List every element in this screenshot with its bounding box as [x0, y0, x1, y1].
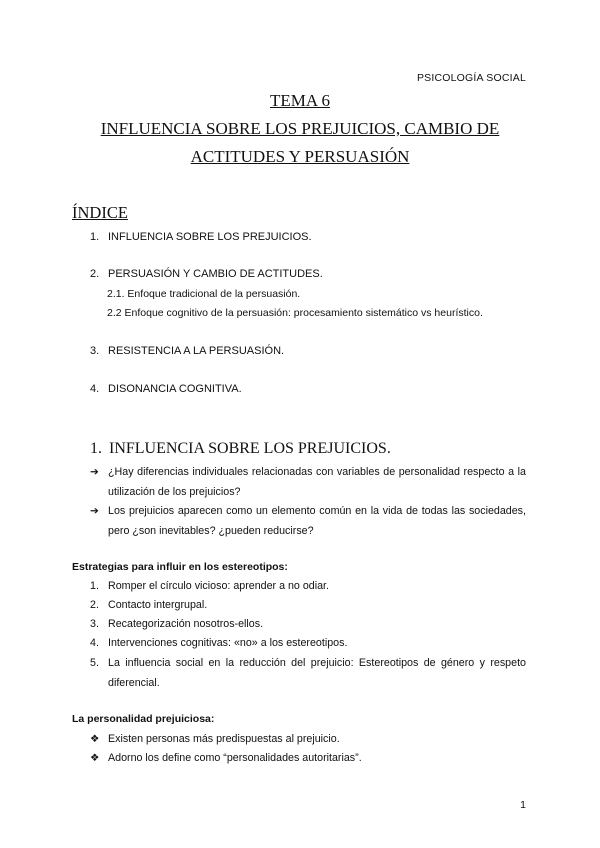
list-item-text: Contacto intergrupal.: [108, 599, 208, 611]
personality-heading: La personalidad prejuiciosa:: [72, 713, 215, 725]
header-course-label: PSICOLOGÍA SOCIAL: [416, 72, 526, 84]
list-item-number: 3.: [90, 618, 99, 630]
list-item: [90, 653, 526, 693]
index-item: [90, 268, 323, 280]
list-item: [90, 614, 526, 634]
index-item-number: 1.: [90, 231, 100, 243]
list-item: [90, 748, 362, 768]
list-item-text: Existen personas más predispuestas al prejuicio.: [108, 733, 340, 745]
list-item-text: Recategorización nosotros-ellos.: [108, 618, 264, 630]
page-number: 1: [520, 799, 526, 811]
list-item: [90, 595, 526, 615]
list-item-number: 5.: [90, 657, 99, 669]
arrow-bullet-icon: ➔: [90, 466, 99, 478]
diamond-bullet-icon: ❖: [90, 733, 100, 745]
index-subitem: 2.2 Enfoque cognitivo de la persuasión: procesamiento sistemático vs heurístico.: [107, 307, 483, 319]
index-item: [90, 231, 312, 243]
strategies-heading: Estrategias para influir en los estereotipos:: [72, 561, 288, 573]
list-item-text: Intervenciones cognitivas: «no» a los estereotipos.: [108, 637, 348, 649]
index-item-label: DISONANCIA COGNITIVA.: [108, 383, 242, 395]
index-item: [90, 345, 284, 357]
section-heading: [90, 440, 391, 458]
arrow-bullet-icon: ➔: [90, 505, 99, 517]
list-item-text: Adorno los define como “personalidades autoritarias”.: [108, 752, 362, 764]
list-item-number: 4.: [90, 637, 99, 649]
index-heading: ÍNDICE: [72, 203, 128, 222]
list-item-text: La influencia social en la reducción del prejuicio: Estereotipos de género y respeto diferencial.: [108, 657, 526, 689]
diamond-bullet-icon: ❖: [90, 752, 100, 764]
list-item-number: 2.: [90, 599, 99, 611]
list-item: [90, 501, 526, 541]
section-title: INFLUENCIA SOBRE LOS PREJUICIOS.: [109, 440, 391, 457]
index-item-label: INFLUENCIA SOBRE LOS PREJUICIOS.: [108, 231, 312, 243]
index-item-number: 2.: [90, 268, 100, 280]
list-item: [90, 576, 526, 596]
list-item-number: 1.: [90, 580, 99, 592]
index-item: [90, 383, 242, 395]
index-item-label: PERSUASIÓN Y CAMBIO DE ACTITUDES.: [108, 268, 323, 280]
index-item-number: 4.: [90, 383, 100, 395]
section-number: 1.: [90, 440, 102, 457]
list-item-text: Romper el círculo vicioso: aprender a no odiar.: [108, 580, 329, 592]
list-item: [90, 462, 526, 502]
list-item-text: ¿Hay diferencias individuales relacionadas con variables de personalidad respecto a la utilización de los prejuicios?: [108, 466, 526, 498]
index-item-label: RESISTENCIA A LA PERSUASIÓN.: [108, 345, 285, 357]
document-title-line-3: ACTITUDES Y PERSUASIÓN: [190, 147, 410, 166]
index-subitem: 2.1. Enfoque tradicional de la persuasión.: [107, 288, 301, 300]
document-title-line-1: TEMA 6: [270, 91, 330, 110]
index-item-number: 3.: [90, 345, 100, 357]
list-item-text: Los prejuicios aparecen como un elemento común en la vida de todas las sociedades, pero ¿son inevitables? ¿pueden reducirse?: [108, 505, 526, 537]
list-item: [90, 729, 340, 749]
document-title-line-2: INFLUENCIA SOBRE LOS PREJUICIOS, CAMBIO DE: [100, 119, 500, 138]
list-item: [90, 633, 526, 653]
